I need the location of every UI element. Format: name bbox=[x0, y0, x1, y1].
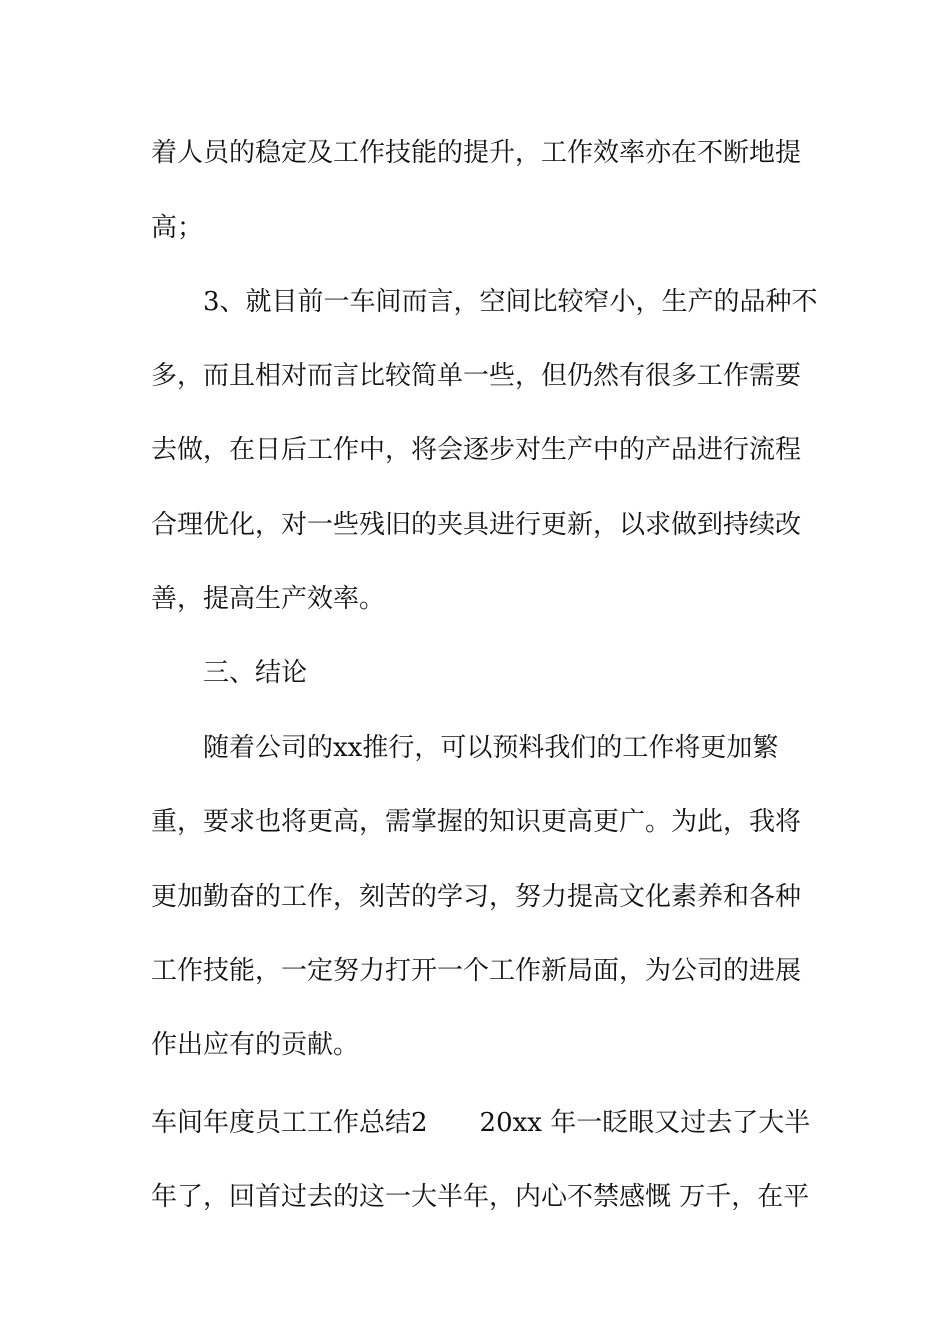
section-heading: 三、结论 bbox=[203, 658, 308, 688]
paragraph-line: 作出应有的贡献。 bbox=[151, 1030, 360, 1060]
paragraph-line: 合理优化，对一些残旧的夹具进行更新，以求做到持续改 bbox=[151, 510, 802, 540]
title-line: 车间年度员工工作总结2 20xx 年一眨眼又过去了大半 bbox=[151, 1108, 811, 1138]
paragraph-line: 去做，在日后工作中，将会逐步对生产中的产品进行流程 bbox=[151, 435, 802, 465]
paragraph-line: 年了，回首过去的这一大半年，内心不禁感慨 万千，在平 bbox=[151, 1182, 810, 1212]
paragraph-line: 更加勤奋的工作，刻苦的学习，努力提高文化素养和各种 bbox=[151, 882, 802, 912]
paragraph-line: 工作技能，一定努力打开一个工作新局面，为公司的进展 bbox=[151, 956, 802, 986]
paragraph-line: 多，而且相对而言比较简单一些，但仍然有很多工作需要 bbox=[151, 361, 802, 391]
paragraph-line: 高； bbox=[151, 213, 204, 243]
paragraph-line: 重，要求也将更高，需掌握的知识更高更广。为此，我将 bbox=[151, 807, 802, 837]
paragraph-line: 3、就目前一车间而言，空间比较窄小，生产的品种不 bbox=[203, 287, 818, 317]
paragraph-line: 着人员的稳定及工作技能的提升，工作效率亦在不断地提 bbox=[151, 138, 802, 168]
paragraph-line: 随着公司的xx推行，可以预料我们的工作将更加繁 bbox=[203, 733, 779, 763]
paragraph-line: 善，提高生产效率。 bbox=[151, 584, 386, 614]
